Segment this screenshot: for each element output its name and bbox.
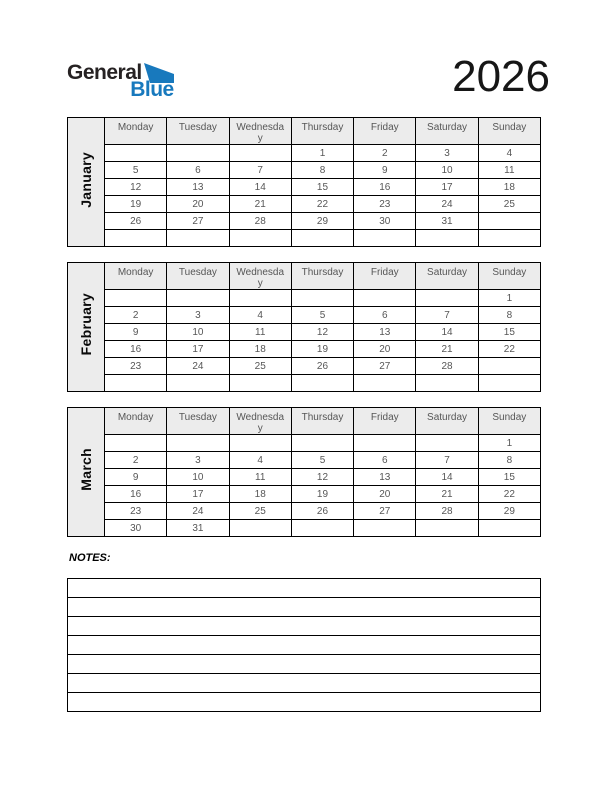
week-row bbox=[68, 375, 541, 392]
month-label: January bbox=[78, 151, 94, 208]
empty-day-cell bbox=[478, 358, 540, 375]
empty-day-cell bbox=[416, 435, 478, 452]
calendar-february bbox=[67, 262, 541, 392]
day-cell: 27 bbox=[354, 358, 416, 375]
day-cell: 27 bbox=[354, 503, 416, 520]
month-label-cell bbox=[68, 263, 105, 392]
weekday-header: Tuesday bbox=[167, 118, 229, 145]
weekday-header-row bbox=[68, 408, 541, 435]
day-cell: 4 bbox=[478, 145, 540, 162]
day-cell: 7 bbox=[416, 307, 478, 324]
day-cell: 19 bbox=[291, 341, 353, 358]
weekday-header: Friday bbox=[354, 408, 416, 435]
day-cell: 10 bbox=[416, 162, 478, 179]
weekday-header: Wednesday bbox=[229, 263, 291, 290]
day-cell: 30 bbox=[354, 213, 416, 230]
day-cell: 21 bbox=[416, 341, 478, 358]
day-cell: 26 bbox=[291, 358, 353, 375]
week-row bbox=[68, 324, 541, 341]
empty-day-cell bbox=[105, 435, 167, 452]
weekday-header: Saturday bbox=[416, 408, 478, 435]
empty-day-cell bbox=[229, 435, 291, 452]
empty-day-cell bbox=[354, 230, 416, 247]
day-cell: 19 bbox=[291, 486, 353, 503]
notes-line bbox=[68, 636, 540, 655]
empty-day-cell bbox=[105, 145, 167, 162]
day-cell: 4 bbox=[229, 452, 291, 469]
day-cell: 25 bbox=[229, 358, 291, 375]
day-cell: 28 bbox=[229, 213, 291, 230]
empty-day-cell bbox=[291, 290, 353, 307]
empty-day-cell bbox=[354, 375, 416, 392]
day-cell: 16 bbox=[105, 486, 167, 503]
notes-line bbox=[68, 617, 540, 636]
weekday-header: Thursday bbox=[291, 263, 353, 290]
day-cell: 10 bbox=[167, 469, 229, 486]
day-cell: 3 bbox=[167, 452, 229, 469]
day-cell: 31 bbox=[416, 213, 478, 230]
logo-text-general: General bbox=[67, 61, 142, 84]
empty-day-cell bbox=[478, 230, 540, 247]
day-cell: 1 bbox=[291, 145, 353, 162]
day-cell: 24 bbox=[167, 358, 229, 375]
week-row bbox=[68, 503, 541, 520]
day-cell: 19 bbox=[105, 196, 167, 213]
day-cell: 6 bbox=[354, 452, 416, 469]
day-cell: 28 bbox=[416, 503, 478, 520]
day-cell: 16 bbox=[105, 341, 167, 358]
day-cell: 23 bbox=[105, 503, 167, 520]
day-cell: 4 bbox=[229, 307, 291, 324]
calendar-january bbox=[67, 117, 541, 247]
empty-day-cell bbox=[105, 375, 167, 392]
day-cell: 20 bbox=[354, 486, 416, 503]
empty-day-cell bbox=[416, 230, 478, 247]
day-cell: 8 bbox=[291, 162, 353, 179]
empty-day-cell bbox=[105, 290, 167, 307]
week-row bbox=[68, 307, 541, 324]
day-cell: 13 bbox=[354, 469, 416, 486]
empty-day-cell bbox=[416, 290, 478, 307]
empty-day-cell bbox=[291, 520, 353, 537]
day-cell: 30 bbox=[105, 520, 167, 537]
day-cell: 5 bbox=[291, 452, 353, 469]
day-cell: 12 bbox=[291, 324, 353, 341]
empty-day-cell bbox=[478, 520, 540, 537]
empty-day-cell bbox=[167, 290, 229, 307]
notes-line bbox=[68, 579, 540, 598]
day-cell: 18 bbox=[229, 341, 291, 358]
weekday-header: Saturday bbox=[416, 118, 478, 145]
notes-line bbox=[68, 655, 540, 674]
week-row bbox=[68, 230, 541, 247]
weekday-header: Thursday bbox=[291, 408, 353, 435]
day-cell: 17 bbox=[416, 179, 478, 196]
weekday-header: Monday bbox=[105, 408, 167, 435]
day-cell: 29 bbox=[478, 503, 540, 520]
week-row bbox=[68, 435, 541, 452]
day-cell: 12 bbox=[291, 469, 353, 486]
empty-day-cell bbox=[291, 435, 353, 452]
day-cell: 20 bbox=[354, 341, 416, 358]
day-cell: 18 bbox=[478, 179, 540, 196]
weekday-header: Monday bbox=[105, 118, 167, 145]
weekday-header: Monday bbox=[105, 263, 167, 290]
empty-day-cell bbox=[478, 375, 540, 392]
day-cell: 15 bbox=[478, 469, 540, 486]
day-cell: 14 bbox=[229, 179, 291, 196]
day-cell: 10 bbox=[167, 324, 229, 341]
empty-day-cell bbox=[105, 230, 167, 247]
day-cell: 13 bbox=[354, 324, 416, 341]
empty-day-cell bbox=[167, 145, 229, 162]
empty-day-cell bbox=[354, 290, 416, 307]
day-cell: 3 bbox=[167, 307, 229, 324]
weekday-header: Wednesday bbox=[229, 408, 291, 435]
day-cell: 24 bbox=[167, 503, 229, 520]
day-cell: 20 bbox=[167, 196, 229, 213]
day-cell: 8 bbox=[478, 452, 540, 469]
empty-day-cell bbox=[416, 520, 478, 537]
day-cell: 3 bbox=[416, 145, 478, 162]
day-cell: 18 bbox=[229, 486, 291, 503]
weekday-header: Thursday bbox=[291, 118, 353, 145]
notes-line bbox=[68, 693, 540, 711]
month-label-cell bbox=[68, 118, 105, 247]
day-cell: 16 bbox=[354, 179, 416, 196]
day-cell: 1 bbox=[478, 435, 540, 452]
day-cell: 2 bbox=[105, 307, 167, 324]
day-cell: 5 bbox=[291, 307, 353, 324]
calendar-march bbox=[67, 407, 541, 537]
empty-day-cell bbox=[416, 375, 478, 392]
empty-day-cell bbox=[354, 435, 416, 452]
empty-day-cell bbox=[167, 435, 229, 452]
weekday-header: Saturday bbox=[416, 263, 478, 290]
general-blue-logo bbox=[67, 62, 174, 101]
day-cell: 5 bbox=[105, 162, 167, 179]
day-cell: 1 bbox=[478, 290, 540, 307]
day-cell: 13 bbox=[167, 179, 229, 196]
week-row bbox=[68, 145, 541, 162]
notes-line bbox=[68, 674, 540, 693]
day-cell: 23 bbox=[105, 358, 167, 375]
day-cell: 27 bbox=[167, 213, 229, 230]
week-row bbox=[68, 358, 541, 375]
notes-line bbox=[68, 598, 540, 617]
day-cell: 17 bbox=[167, 341, 229, 358]
day-cell: 12 bbox=[105, 179, 167, 196]
empty-day-cell bbox=[229, 230, 291, 247]
weekday-header: Sunday bbox=[478, 118, 540, 145]
day-cell: 11 bbox=[229, 324, 291, 341]
day-cell: 6 bbox=[354, 307, 416, 324]
day-cell: 9 bbox=[105, 469, 167, 486]
week-row bbox=[68, 520, 541, 537]
weekday-header: Friday bbox=[354, 263, 416, 290]
weekday-header: Sunday bbox=[478, 263, 540, 290]
day-cell: 22 bbox=[291, 196, 353, 213]
day-cell: 28 bbox=[416, 358, 478, 375]
day-cell: 14 bbox=[416, 324, 478, 341]
weekday-header: Tuesday bbox=[167, 263, 229, 290]
week-row bbox=[68, 341, 541, 358]
week-row bbox=[68, 469, 541, 486]
empty-day-cell bbox=[229, 290, 291, 307]
day-cell: 9 bbox=[105, 324, 167, 341]
weekday-header: Tuesday bbox=[167, 408, 229, 435]
week-row bbox=[68, 162, 541, 179]
day-cell: 25 bbox=[229, 503, 291, 520]
year-title: 2026 bbox=[452, 52, 550, 101]
day-cell: 2 bbox=[354, 145, 416, 162]
week-row bbox=[68, 213, 541, 230]
week-row bbox=[68, 486, 541, 503]
day-cell: 17 bbox=[167, 486, 229, 503]
empty-day-cell bbox=[229, 520, 291, 537]
day-cell: 26 bbox=[105, 213, 167, 230]
month-label: February bbox=[78, 293, 94, 356]
day-cell: 11 bbox=[478, 162, 540, 179]
day-cell: 15 bbox=[478, 324, 540, 341]
day-cell: 11 bbox=[229, 469, 291, 486]
day-cell: 2 bbox=[105, 452, 167, 469]
day-cell: 7 bbox=[416, 452, 478, 469]
empty-day-cell bbox=[478, 213, 540, 230]
empty-day-cell bbox=[354, 520, 416, 537]
weekday-header: Sunday bbox=[478, 408, 540, 435]
day-cell: 14 bbox=[416, 469, 478, 486]
month-label: March bbox=[78, 448, 94, 491]
day-cell: 8 bbox=[478, 307, 540, 324]
month-label-cell bbox=[68, 408, 105, 537]
day-cell: 15 bbox=[291, 179, 353, 196]
empty-day-cell bbox=[229, 375, 291, 392]
day-cell: 24 bbox=[416, 196, 478, 213]
weekday-header: Friday bbox=[354, 118, 416, 145]
day-cell: 6 bbox=[167, 162, 229, 179]
day-cell: 29 bbox=[291, 213, 353, 230]
notes-label: NOTES: bbox=[69, 552, 111, 564]
day-cell: 22 bbox=[478, 341, 540, 358]
day-cell: 21 bbox=[229, 196, 291, 213]
weekday-header: Wednesday bbox=[229, 118, 291, 145]
empty-day-cell bbox=[229, 145, 291, 162]
logo-text-blue: Blue bbox=[130, 78, 174, 101]
week-row bbox=[68, 290, 541, 307]
week-row bbox=[68, 452, 541, 469]
empty-day-cell bbox=[167, 230, 229, 247]
day-cell: 26 bbox=[291, 503, 353, 520]
day-cell: 7 bbox=[229, 162, 291, 179]
empty-day-cell bbox=[167, 375, 229, 392]
day-cell: 9 bbox=[354, 162, 416, 179]
weekday-header-row bbox=[68, 118, 541, 145]
weekday-header-row bbox=[68, 263, 541, 290]
day-cell: 25 bbox=[478, 196, 540, 213]
notes-box bbox=[67, 578, 541, 712]
week-row bbox=[68, 196, 541, 213]
day-cell: 21 bbox=[416, 486, 478, 503]
empty-day-cell bbox=[291, 230, 353, 247]
empty-day-cell bbox=[291, 375, 353, 392]
week-row bbox=[68, 179, 541, 196]
day-cell: 31 bbox=[167, 520, 229, 537]
day-cell: 23 bbox=[354, 196, 416, 213]
day-cell: 22 bbox=[478, 486, 540, 503]
